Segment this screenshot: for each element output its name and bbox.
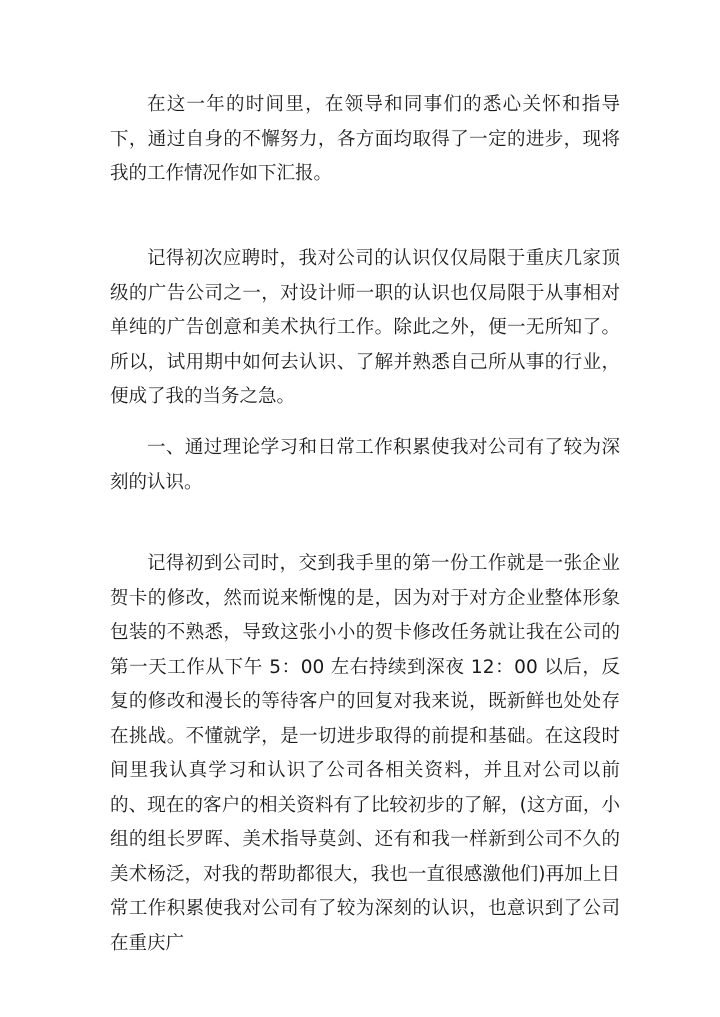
paragraph-first-application: 记得初次应聘时，我对公司的认识仅仅局限于重庆几家顶级的广告公司之一，对设计师一职的认识也仅局限于从事相对单纯的广告创意和美术执行工作。除此之外，便一无所知了。所以，试用期中如何去认识、了解并熟悉自己所从事的行业，便成了我的当务之急。 bbox=[110, 248, 620, 407]
section-heading-one: 一、通过理论学习和日常工作积累使我对公司有了较为深刻的认识。 bbox=[110, 437, 620, 493]
paragraph-first-days: 记得初到公司时，交到我手里的第一份工作就是一张企业贺卡的修改，然而说来惭愧的是，因为对于对方企业整体形象包装的不熟悉，导致这张小小的贺卡修改任务就让我在公司的第一天工作从下午 5：00 左右持续到深夜 12：00 以后，反复的修改和漫长的等待客户的回复对我来说，既新鲜也处处存在挑战。不懂就学，是一切进步取得的前提和基础。在这段时间里我认真学习和认识了公司各相关资料，并且对公司以前的、现在的客户的相关资料有了比较初步的了解，(这方面，小组的组长罗晖、美术指导莫剑、还有和我一样新到公司不久的美术杨泛，对我的帮助都很大，我也一直很感激他们)再加上日常工作积累使我对公司有了较为深刻的认识，也意识到了公司在重庆广 bbox=[110, 553, 620, 954]
paragraph-intro: 在这一年的时间里，在领导和同事们的悉心关怀和指导下，通过自身的不懈努力，各方面均取得了一定的进步，现将我的工作情况作如下汇报。 bbox=[110, 94, 620, 184]
